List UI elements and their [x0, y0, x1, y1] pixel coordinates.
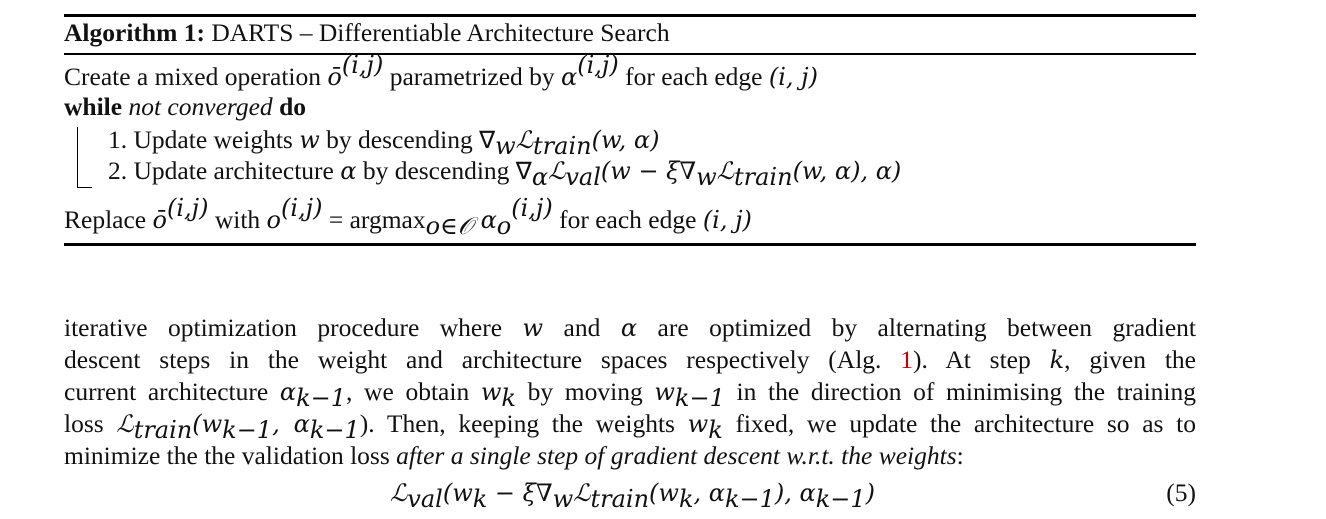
text: by moving [515, 377, 655, 406]
math-k: k [1049, 346, 1065, 374]
math-args: (w, α), α) [792, 157, 902, 185]
text: descent steps in the weight and architecture spaces respectively (Alg. [64, 345, 901, 374]
text: 1. Update weights [108, 125, 300, 154]
algorithm-step-1 [108, 125, 660, 160]
math-alpha: α [561, 63, 578, 91]
math-sub: k−1 [222, 416, 273, 444]
math-o: o [266, 206, 281, 234]
math-sub: k [501, 384, 516, 412]
math-nabla: ∇ [515, 159, 532, 185]
text: by descending [356, 156, 516, 185]
math-sub: k [678, 485, 694, 513]
math-w: w [654, 378, 675, 406]
math-args: ), α [774, 479, 816, 507]
math-sub: w [696, 163, 717, 191]
math-w: w [299, 126, 320, 154]
text: current architecture [64, 377, 280, 406]
math-alpha: α [620, 314, 638, 342]
paragraph-line [64, 376, 1196, 412]
paper-page [64, 0, 1196, 519]
text: and [543, 313, 621, 342]
math-alpha: α [340, 157, 357, 185]
text: Create a mixed operation [64, 62, 328, 91]
equation-body [390, 478, 876, 513]
math-args: (w [442, 479, 473, 507]
text: , we obtain [346, 377, 481, 406]
math-sub: k−1 [674, 384, 725, 412]
algorithm-top-rule [64, 14, 1196, 17]
text: minimize the the validation loss [64, 441, 397, 470]
text: in the direction of minimising the training [724, 377, 1196, 406]
math-nabla: ∇ [479, 128, 496, 154]
text: , given the [1064, 345, 1196, 374]
math-argmax: = argmax [322, 205, 426, 234]
math-w: w [480, 378, 502, 406]
text: ). Then, keeping the weights [359, 409, 688, 438]
math-o-bar: ō [327, 63, 342, 91]
math-edge: (i, j) [702, 206, 752, 234]
algorithm-step-2 [108, 156, 902, 191]
algorithm-label: Algorithm 1: [64, 18, 205, 47]
math-sub: α [531, 163, 549, 191]
math-sub: k [472, 485, 488, 513]
math-sup: (i,j) [511, 194, 553, 222]
text: for each edge [552, 205, 703, 234]
equation-number: (5) [1166, 478, 1196, 507]
algorithm-line-create [64, 51, 818, 92]
math-sub: train [734, 163, 793, 191]
math-o-bar: ō [152, 206, 167, 234]
text: ). At step [913, 345, 1050, 374]
math-sub: o [496, 212, 512, 240]
text: are optimized by alternating between gradient [637, 313, 1196, 342]
math-loss: ℒ [390, 479, 408, 507]
keyword-do: do [279, 92, 306, 121]
math-sub: o∈𝒪 [425, 212, 473, 240]
math-sub: k−1 [296, 384, 347, 412]
text: fixed, we update the architecture so as to [722, 409, 1197, 438]
math-loss: ℒ [515, 126, 534, 154]
body-paragraph [64, 312, 1196, 471]
algorithm-reference-link[interactable]: 1 [900, 345, 914, 374]
text: with [208, 205, 267, 234]
math-w: w [687, 410, 709, 438]
algorithm-line-replace [64, 194, 752, 240]
math-sub: train [133, 416, 193, 444]
math-alpha: α [472, 206, 497, 234]
paragraph-line [64, 344, 1196, 376]
math-sub: w [552, 485, 574, 513]
math-sub: train [590, 485, 650, 513]
math-args: (w [192, 410, 223, 438]
text: Replace [64, 205, 153, 234]
math-loss: ℒ [716, 157, 734, 185]
text: : [956, 441, 964, 470]
paragraph-line [64, 312, 1196, 344]
loop-condition: not converged [128, 92, 273, 121]
math-args: (w − ξ∇ [600, 157, 697, 185]
math-sup: (i,j) [341, 51, 384, 79]
paragraph-line [64, 440, 1196, 471]
keyword-while: while [64, 92, 123, 121]
text: parametrized by [383, 62, 562, 91]
algorithm-title [64, 18, 670, 48]
math-args: (w, α) [591, 126, 660, 154]
algorithm-bottom-rule [64, 243, 1196, 246]
math-args: − ξ∇ [487, 479, 553, 507]
text: for each edge [618, 62, 769, 91]
algorithm-mid-rule [64, 53, 1196, 55]
math-sub: k [708, 416, 723, 444]
math-sub: val [407, 485, 443, 513]
math-sub: k−1 [724, 485, 775, 513]
math-sub: w [495, 132, 516, 160]
math-sup: (i,j) [280, 194, 323, 222]
algorithm-line-while [64, 92, 306, 122]
math-args: (w [649, 479, 679, 507]
text: by descending [319, 125, 480, 154]
math-sub: k−1 [815, 485, 866, 513]
emphasis-text: after a single step of gradient descent w.r.t. the weights [396, 441, 957, 470]
math-loss: ℒ [116, 410, 134, 438]
math-loss: ℒ [548, 157, 566, 185]
text: iterative optimization procedure where [64, 313, 523, 342]
math-sup: (i,j) [577, 51, 619, 79]
math-sub: train [533, 132, 592, 160]
math-loss: ℒ [573, 479, 591, 507]
math-alpha: α [279, 378, 297, 406]
math-args: , α [693, 479, 725, 507]
text: 2. Update architecture [108, 156, 341, 185]
text: loss [64, 409, 117, 438]
math-edge: (i, j) [768, 63, 818, 91]
math-sub: val [565, 163, 601, 191]
math-w: w [522, 314, 544, 342]
math-args: ) [865, 479, 876, 507]
math-args: , α [272, 410, 310, 438]
loop-bracket [77, 127, 92, 188]
equation-5 [64, 478, 1196, 512]
paragraph-line [64, 408, 1197, 444]
math-sup: (i,j) [166, 194, 209, 222]
algorithm-name: DARTS – Differentiable Architecture Search [211, 18, 670, 47]
math-sub: k−1 [309, 416, 360, 444]
